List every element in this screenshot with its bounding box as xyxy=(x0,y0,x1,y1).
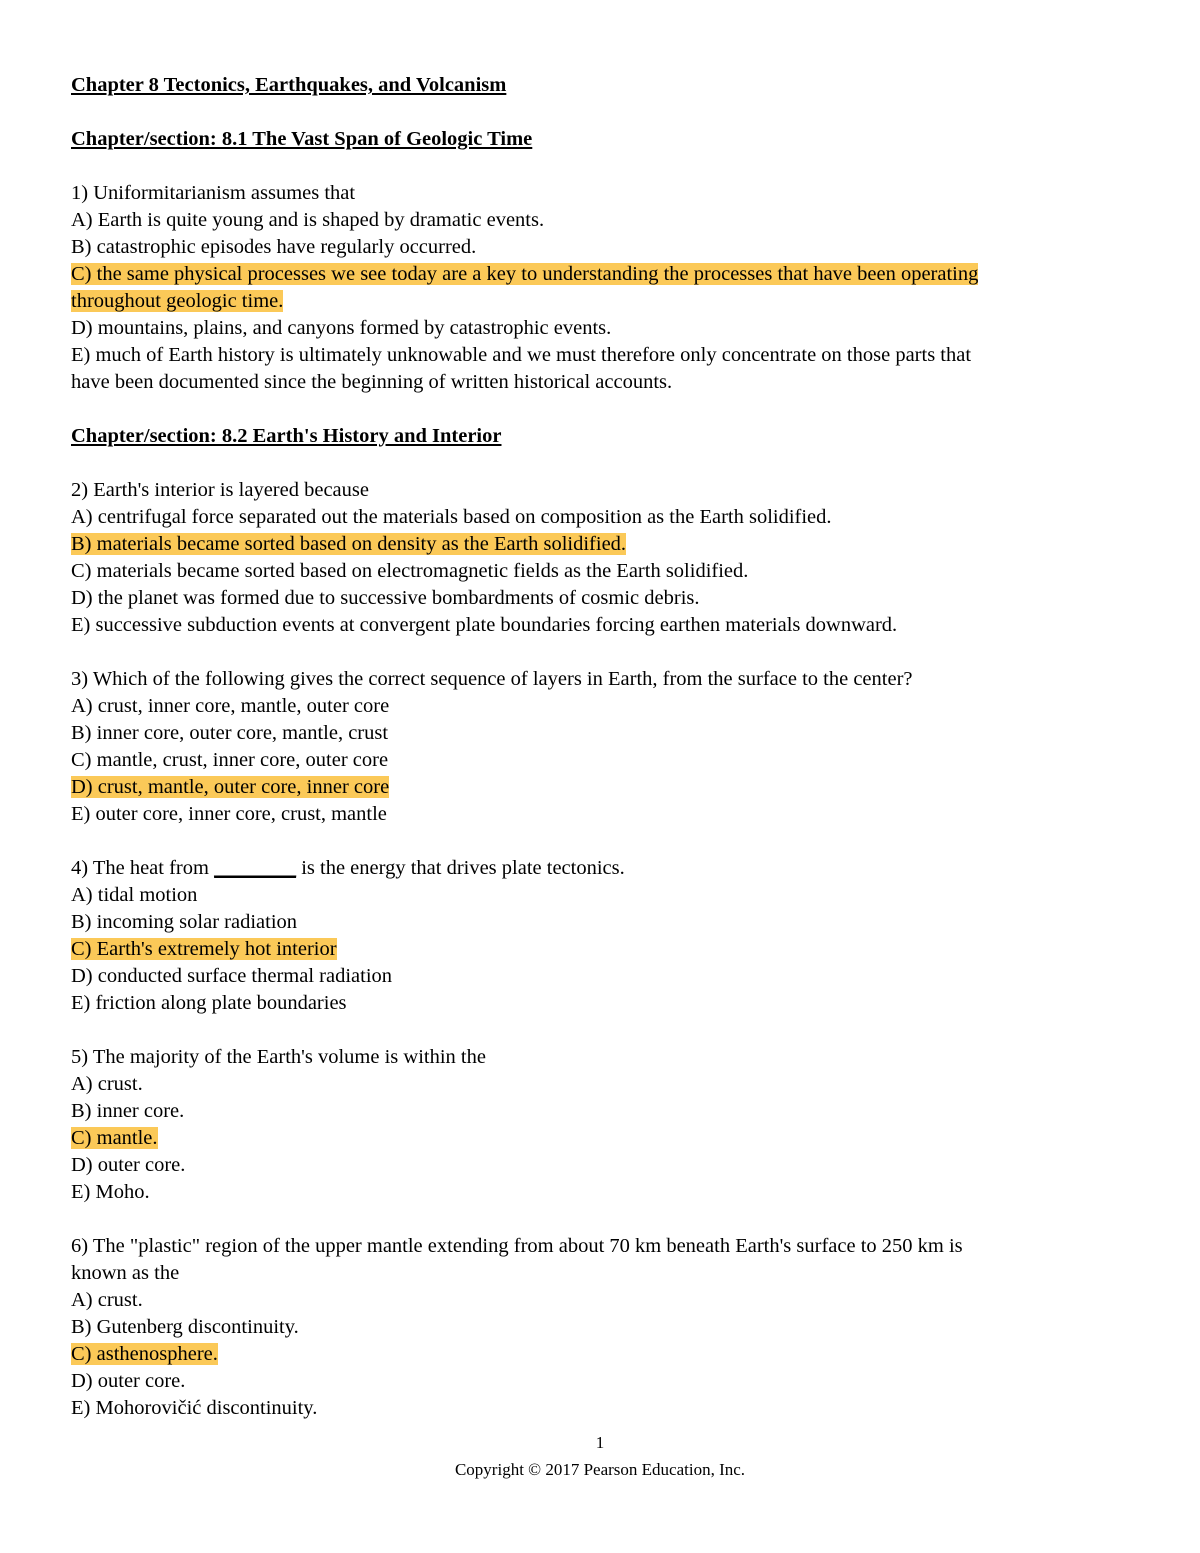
question-stem: 6) The "plastic" region of the upper mantle extending from about 70 km beneath Earth's surface to 250 km is xyxy=(71,1235,963,1257)
question-stem: 1) Uniformitarianism assumes that xyxy=(71,182,356,204)
correct-answer-option: C) mantle. xyxy=(71,1127,158,1149)
correct-answer-option: B) materials became sorted based on density as the Earth solidified. xyxy=(71,533,627,555)
answer-option-continued: have been documented since the beginning of written historical accounts. xyxy=(71,371,673,393)
answer-option: A) crust. xyxy=(71,1073,143,1095)
answer-option: B) inner core. xyxy=(71,1100,185,1122)
answer-option: D) outer core. xyxy=(71,1370,186,1392)
answer-option: D) outer core. xyxy=(71,1154,186,1176)
question-stem: 5) The majority of the Earth's volume is within the xyxy=(71,1046,486,1068)
correct-answer-option-continued: throughout geologic time. xyxy=(71,290,284,312)
section-heading: Chapter/section: 8.2 Earth's History and Interior xyxy=(71,425,502,447)
question-5 xyxy=(71,1044,1131,1206)
answer-option: A) centrifugal force separated out the materials based on composition as the Earth solidified. xyxy=(71,506,832,528)
question-2 xyxy=(71,477,1131,639)
copyright-notice: Copyright © 2017 Pearson Education, Inc. xyxy=(454,1460,746,1479)
section-heading: Chapter/section: 8.1 The Vast Span of Geologic Time xyxy=(71,128,533,150)
answer-option: B) catastrophic episodes have regularly occurred. xyxy=(71,236,477,258)
answer-option: B) incoming solar radiation xyxy=(71,911,298,933)
question-4 xyxy=(71,855,1131,1017)
chapter-title: Chapter 8 Tectonics, Earthquakes, and Volcanism xyxy=(71,74,507,96)
question-3 xyxy=(71,666,1131,828)
question-6 xyxy=(71,1233,1131,1422)
question-1 xyxy=(71,180,1131,396)
answer-option: A) Earth is quite young and is shaped by dramatic events. xyxy=(71,209,545,231)
document-page xyxy=(71,72,1131,1422)
stem-prefix: 4) The heat from xyxy=(71,857,215,879)
correct-answer-option: C) asthenosphere. xyxy=(71,1343,218,1365)
answer-option: E) much of Earth history is ultimately unknowable and we must therefore only concentrate on those parts that xyxy=(71,344,972,366)
answer-option: C) mantle, crust, inner core, outer core xyxy=(71,749,389,771)
question-stem: 3) Which of the following gives the correct sequence of layers in Earth, from the surface to the center? xyxy=(71,668,913,690)
answer-option: A) crust. xyxy=(71,1289,143,1311)
stem-suffix: is the energy that drives plate tectonics. xyxy=(296,857,625,879)
question-stem-continued: known as the xyxy=(71,1262,180,1284)
page-number: 1 xyxy=(595,1433,605,1452)
answer-option: B) inner core, outer core, mantle, crust xyxy=(71,722,389,744)
correct-answer-option: D) crust, mantle, outer core, inner core xyxy=(71,776,390,798)
correct-answer-option: C) the same physical processes we see today are a key to understanding the processes that have been operating xyxy=(71,263,979,285)
answer-option: E) successive subduction events at convergent plate boundaries forcing earthen materials downward. xyxy=(71,614,898,636)
answer-option: E) friction along plate boundaries xyxy=(71,992,347,1014)
answer-option: A) crust, inner core, mantle, outer core xyxy=(71,695,390,717)
answer-option: D) the planet was formed due to successive bombardments of cosmic debris. xyxy=(71,587,700,609)
question-stem: 2) Earth's interior is layered because xyxy=(71,479,369,501)
answer-option: C) materials became sorted based on electromagnetic fields as the Earth solidified. xyxy=(71,560,749,582)
correct-answer-option: C) Earth's extremely hot interior xyxy=(71,938,337,960)
answer-option: E) outer core, inner core, crust, mantle xyxy=(71,803,387,825)
answer-option: D) mountains, plains, and canyons formed by catastrophic events. xyxy=(71,317,612,339)
answer-option: B) Gutenberg discontinuity. xyxy=(71,1316,299,1338)
fill-in-blank: ________ xyxy=(214,857,297,879)
answer-option: A) tidal motion xyxy=(71,884,198,906)
answer-option: D) conducted surface thermal radiation xyxy=(71,965,393,987)
question-stem xyxy=(71,855,1131,882)
answer-option: E) Mohorovičić discontinuity. xyxy=(71,1397,318,1419)
answer-option: E) Moho. xyxy=(71,1181,150,1203)
